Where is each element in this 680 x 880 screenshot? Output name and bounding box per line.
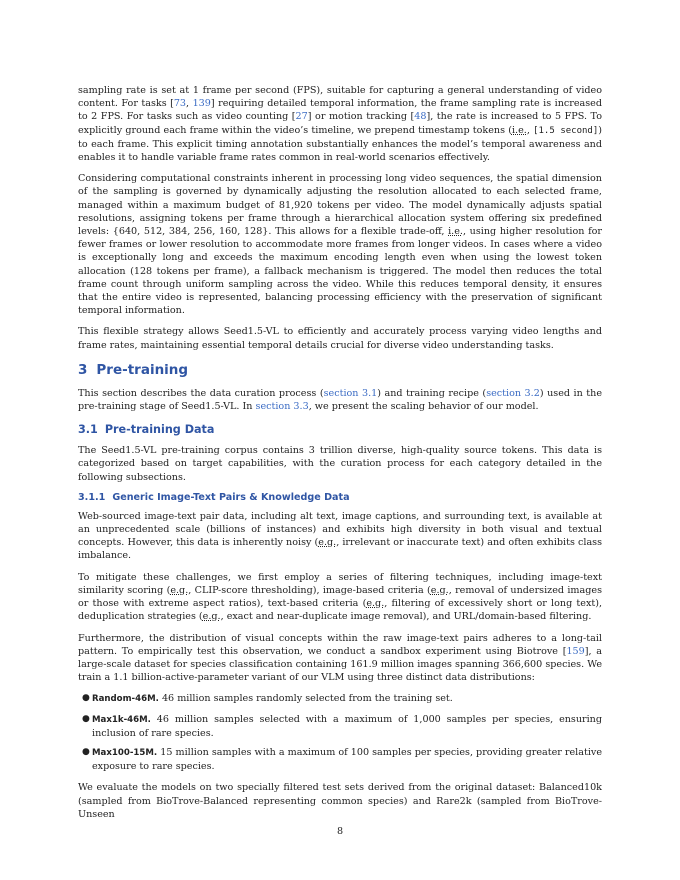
paragraph-flexible-strategy: This flexible strategy allows Seed1.5-VL to efficiently and accurately process varying video lengths and frame rates, maintaining essential temporal details crucial for diverse video understanding tasks. <box>78 326 602 351</box>
section-link[interactable]: section 3.1 <box>323 387 378 399</box>
subsubsection-heading-image-text: 3.1.1 Generic Image-Text Pairs & Knowledge Data <box>78 491 350 503</box>
paragraph-spatial-resolution: Considering computational constraints inherent in processing long video sequences, the spatial dimension of the sampling is governed by dynamically adjusting the resolution allocated to each selected frame, managed within a maximum budget of 81,920 tokens per video. The model dynamically adjusts spatial resolutions, assigning tokens per frame through a hierarchical allocation system offering six predefined levels: {640, 512, 384, 256, 160, 128}. This allows for a flexible trade-off, i.e., using higher resolution for fewer frames or lower resolution to accommodate more frames from longer videos. In cases where a video is exceptionally long and exceeds the maximum encoding length even when using the lowest token allocation (128 tokens per frame), a fallback mechanism is triggered. The model then reduces the total frame count through uniform sampling across the video. While this reduces temporal density, it ensures that the entire video is represented, balancing processing efficiency with the preservation of significant temporal information. <box>78 173 602 317</box>
citation-link[interactable]: 27 <box>295 111 308 123</box>
page-body <box>78 84 602 829</box>
citation-link[interactable]: 159 <box>566 645 585 657</box>
bullet-icon: ● <box>82 693 90 704</box>
citation-link[interactable]: 73 <box>173 98 187 110</box>
subsection-heading-pretraining-data: 3.1 Pre-training Data <box>78 423 215 437</box>
paragraph-section-overview: This section describes the data curation process (section 3.1) and training recipe (section 3.2) used in the pre-training stage of Seed1.5-VL. In section 3.3, we present the scaling behavior of our model. <box>78 387 603 413</box>
page-number: 8 <box>336 826 344 837</box>
paragraph-evaluation: We evaluate the models on two specially filtered test sets derived from the original dataset: Balanced10k (sampled from BioTrove-Balanced representing common species) and Rare2k (sampled from BioTrove-Unseen <box>78 782 602 820</box>
paragraph-long-tail: Furthermore, the distribution of visual concepts within the raw image-text pairs adheres to a long-tail pattern. To empirically test this observation, we conduct a sandbox experiment using Biotrove [159], a large-scale dataset for species classification containing 161.9 million images spanning 366,600 species. We train a 1.1 billion-active-parameter variant of our VLM using three distinct data distributions: <box>78 632 602 684</box>
bullet-icon: ● <box>82 713 90 724</box>
bullet-icon: ● <box>82 746 90 757</box>
section-link[interactable]: section 3.3 <box>255 401 309 413</box>
citation-link[interactable]: 139 <box>192 98 211 110</box>
section-link[interactable]: section 3.2 <box>486 387 540 399</box>
paragraph-filtering: To mitigate these challenges, we first employ a series of filtering techniques, including image-text similarity scoring (e.g., CLIP-score thresholding), image-based criteria (e.g., removal of undersized images or those with extreme aspect ratios), text-based criteria (e.g., filtering of excessively short or long text), deduplication strategies (e.g., exact and near-duplicate image removal), and URL/domain-based filtering. <box>78 571 603 623</box>
list-item: ● Max1k-46M. 46 million samples selected with a maximum of 1,000 samples per species, ensuring inclusion of rare species. <box>82 713 602 739</box>
distribution-list <box>78 692 602 773</box>
timestamp-token-code: [1.5 second] <box>533 125 599 136</box>
list-item: ● Random-46M. 46 million samples randomly selected from the training set. <box>82 693 453 705</box>
citation-link[interactable]: 48 <box>414 111 427 123</box>
list-item: ● Max100-15M. 15 million samples with a maximum of 100 samples per species, providing greater relative exposure to rare species. <box>82 746 602 773</box>
section-heading-pretraining: 3 Pre-training <box>78 361 189 378</box>
paragraph-corpus: The Seed1.5-VL pre-training corpus contains 3 trillion diverse, high-quality source tokens. This data is categorized based on target capabilities, with the curation process for each category detailed in the following subsections. <box>78 445 602 483</box>
paragraph-frame-sampling: sampling rate is set at 1 frame per second (FPS), suitable for capturing a general understanding of video content. For tasks [73, 139] requiring detailed temporal information, the frame sampling rate is increased to 2 FPS. For tasks such as video counting [27] or motion tracking [48], the rate is increased to 5 FPS. To explicitly ground each frame within the video’s timeline, we prepend timestamp tokens (i.e., [1.5 second]) to each frame. This explicit timing annotation substantially enhances the model’s temporal awareness and enables it to handle variable frame rates common in real-world scenarios effectively. <box>78 85 602 164</box>
paragraph-web-sourced: Web-sourced image-text pair data, including alt text, image captions, and surrounding text, is available at an unprecedented scale (billions of instances) and exhibits high diversity in both visual and textual concepts. However, this data is inherently noisy (e.g., irrelevant or inaccurate text) and often exhibits class imbalance. <box>78 510 603 562</box>
